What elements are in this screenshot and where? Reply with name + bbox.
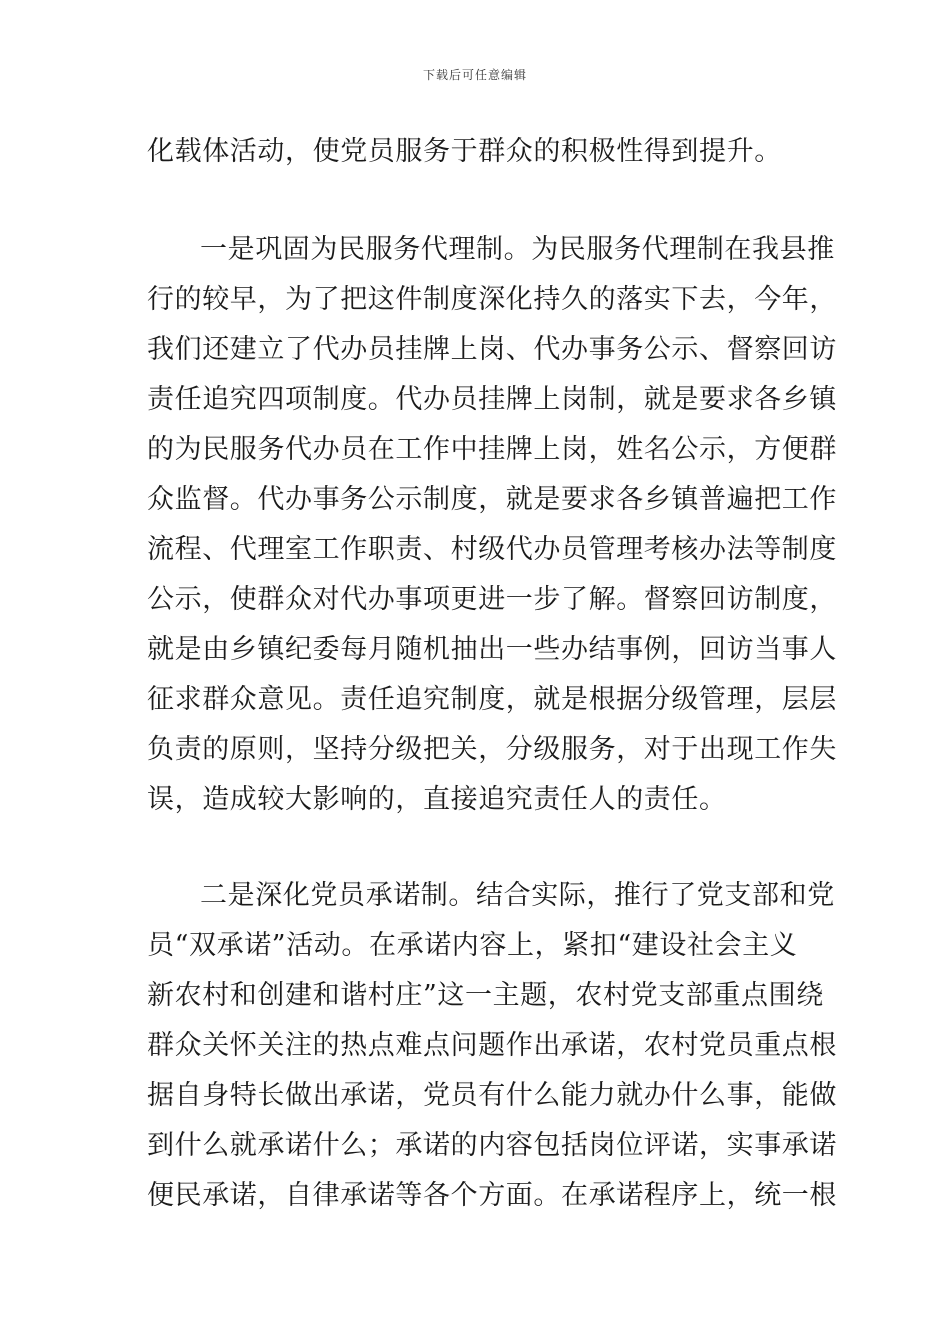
text-line-18: 据自身特长做出承诺，党员有什么能力就办什么事，能做 (147, 1080, 837, 1111)
text-line-4: 我们还建立了代办员挂牌上岗、代办事务公示、督察回访 (147, 334, 837, 365)
paragraph-1-first-line: 一是巩固为民服务代理制。为民服务代理制在我县推 (200, 234, 835, 265)
text-line-17: 群众关怀关注的热点难点问题作出承诺，农村党员重点根 (147, 1030, 837, 1061)
text-line-8: 流程、代理室工作职责、村级代办员管理考核办法等制度 (147, 534, 837, 565)
text-line-10: 就是由乡镇纪委每月随机抽出一些办结事例，回访当事人 (147, 634, 837, 665)
text-line-6: 的为民服务代办员在工作中挂牌上岗，姓名公示，方便群 (147, 434, 837, 465)
text-line-1: 化载体活动，使党员服务于群众的积极性得到提升。 (147, 136, 782, 167)
paragraph-2-first-line: 二是深化党员承诺制。结合实际，推行了党支部和党 (200, 880, 835, 911)
text-line-5: 责任追究四项制度。代办员挂牌上岗制，就是要求各乡镇 (147, 384, 837, 415)
page-header: 下载后可任意编辑 (422, 68, 527, 82)
text-line-19: 到什么就承诺什么；承诺的内容包括岗位评诺，实事承诺 (147, 1130, 837, 1161)
text-line-11: 征求群众意见。责任追究制度，就是根据分级管理，层层 (147, 684, 837, 715)
text-line-16: 新农村和创建和谐村庄”这一主题，农村党支部重点围绕 (147, 980, 824, 1011)
text-line-7: 众监督。代办事务公示制度，就是要求各乡镇普遍把工作 (147, 484, 837, 515)
text-line-15: 员“双承诺”活动。在承诺内容上，紧扣“建设社会主义 (147, 930, 798, 961)
text-line-20: 便民承诺，自律承诺等各个方面。在承诺程序上，统一根 (147, 1180, 837, 1211)
text-line-9: 公示，使群众对代办事项更进一步了解。督察回访制度， (147, 584, 837, 615)
text-line-12: 负责的原则，坚持分级把关，分级服务，对于出现工作失 (147, 734, 837, 765)
text-line-3: 行的较早，为了把这件制度深化持久的落实下去，今年， (147, 284, 837, 315)
text-line-13: 误，造成较大影响的，直接追究责任人的责任。 (147, 784, 727, 815)
